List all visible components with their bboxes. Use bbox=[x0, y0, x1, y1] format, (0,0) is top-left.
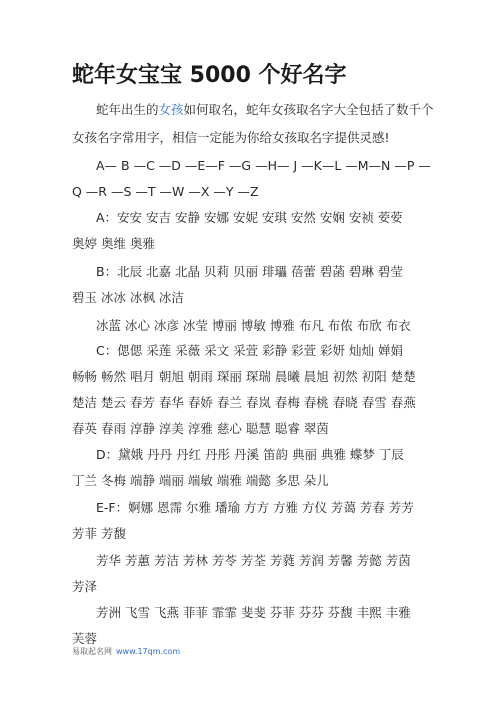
names-line: 碧玉 冰冰 冰枫 冰洁 bbox=[72, 290, 184, 305]
page-footer bbox=[72, 646, 180, 657]
names-line: B：北辰 北嘉 北晶 贝莉 贝丽 琲瓃 蓓蕾 碧菡 碧琳 碧莹 bbox=[96, 264, 403, 279]
names-line: 楚洁 楚云 春芳 春华 春娇 春兰 春岚 春梅 春桃 春晓 春雪 春燕 bbox=[72, 395, 416, 410]
names-line: 畅畅 畅然 唱月 朝旭 朝雨 琛丽 琛瑞 晨曦 晨旭 初然 初阳 楚楚 bbox=[72, 369, 416, 384]
alphabet-index-line-1: A— B —C —D —E—F —G —H— J —K—L —M—N —P — bbox=[96, 158, 431, 173]
names-line: E-F：婀娜 恩霈 尔雅 璠瑜 方方 方雅 方仪 芳蔼 芳春 芳芳 bbox=[96, 500, 414, 515]
girl-link[interactable]: 女孩 bbox=[158, 102, 184, 117]
names-line: 芳泽 bbox=[72, 579, 98, 594]
names-line: 芳菲 芳馥 bbox=[72, 526, 126, 541]
document-title: 蛇年女宝宝 5000 个好名字 bbox=[72, 63, 347, 88]
alphabet-index-line-2: Q —R —S —T —W —X —Y —Z bbox=[72, 184, 259, 199]
names-line: 冰蓝 冰心 冰彦 冰莹 博丽 博敏 博雅 布凡 布侬 布欣 布衣 bbox=[96, 318, 411, 333]
names-line: 春英 春雨 淳静 淳美 淳雅 慈心 聪慧 聪睿 翠茵 bbox=[72, 421, 329, 436]
intro-line-2: 女孩名字常用字，相信一定能为你给女孩取名字提供灵感! bbox=[72, 130, 390, 145]
names-line: 芳华 芳蕙 芳洁 芳林 芳苓 芳荃 芳蕤 芳润 芳馨 芳懿 芳茵 bbox=[96, 553, 411, 568]
names-line: 丁兰 冬梅 端静 端丽 端敏 端雅 端懿 多思 朵儿 bbox=[72, 473, 329, 488]
intro-line-1 bbox=[96, 102, 434, 118]
footer-site-name: 易取起名网 bbox=[72, 647, 112, 656]
names-line: 芙蓉 bbox=[72, 631, 98, 646]
names-line: A：安安 安吉 安静 安娜 安妮 安琪 安然 安娴 安祯 荌荌 bbox=[96, 210, 403, 225]
names-line: 芳洲 飞雪 飞燕 菲菲 霏霏 斐斐 芬菲 芬芬 芬馥 丰熙 丰雅 bbox=[96, 605, 411, 620]
names-line: 奥婷 奥维 奥雅 bbox=[72, 236, 155, 251]
names-line: C：偲偲 采莲 采薇 采文 采萱 彩静 彩萱 彩妍 灿灿 婵娟 bbox=[96, 343, 403, 358]
footer-url-link[interactable]: www.17qm.com bbox=[116, 647, 181, 656]
names-line: D：黛娥 丹丹 丹红 丹彤 丹溪 笛韵 典丽 典雅 蝶梦 丁辰 bbox=[96, 447, 404, 462]
intro-text-pre: 蛇年出生的 bbox=[96, 102, 159, 117]
intro-text-post: 如何取名，蛇年女孩取名字大全包括了数千个 bbox=[183, 102, 434, 117]
